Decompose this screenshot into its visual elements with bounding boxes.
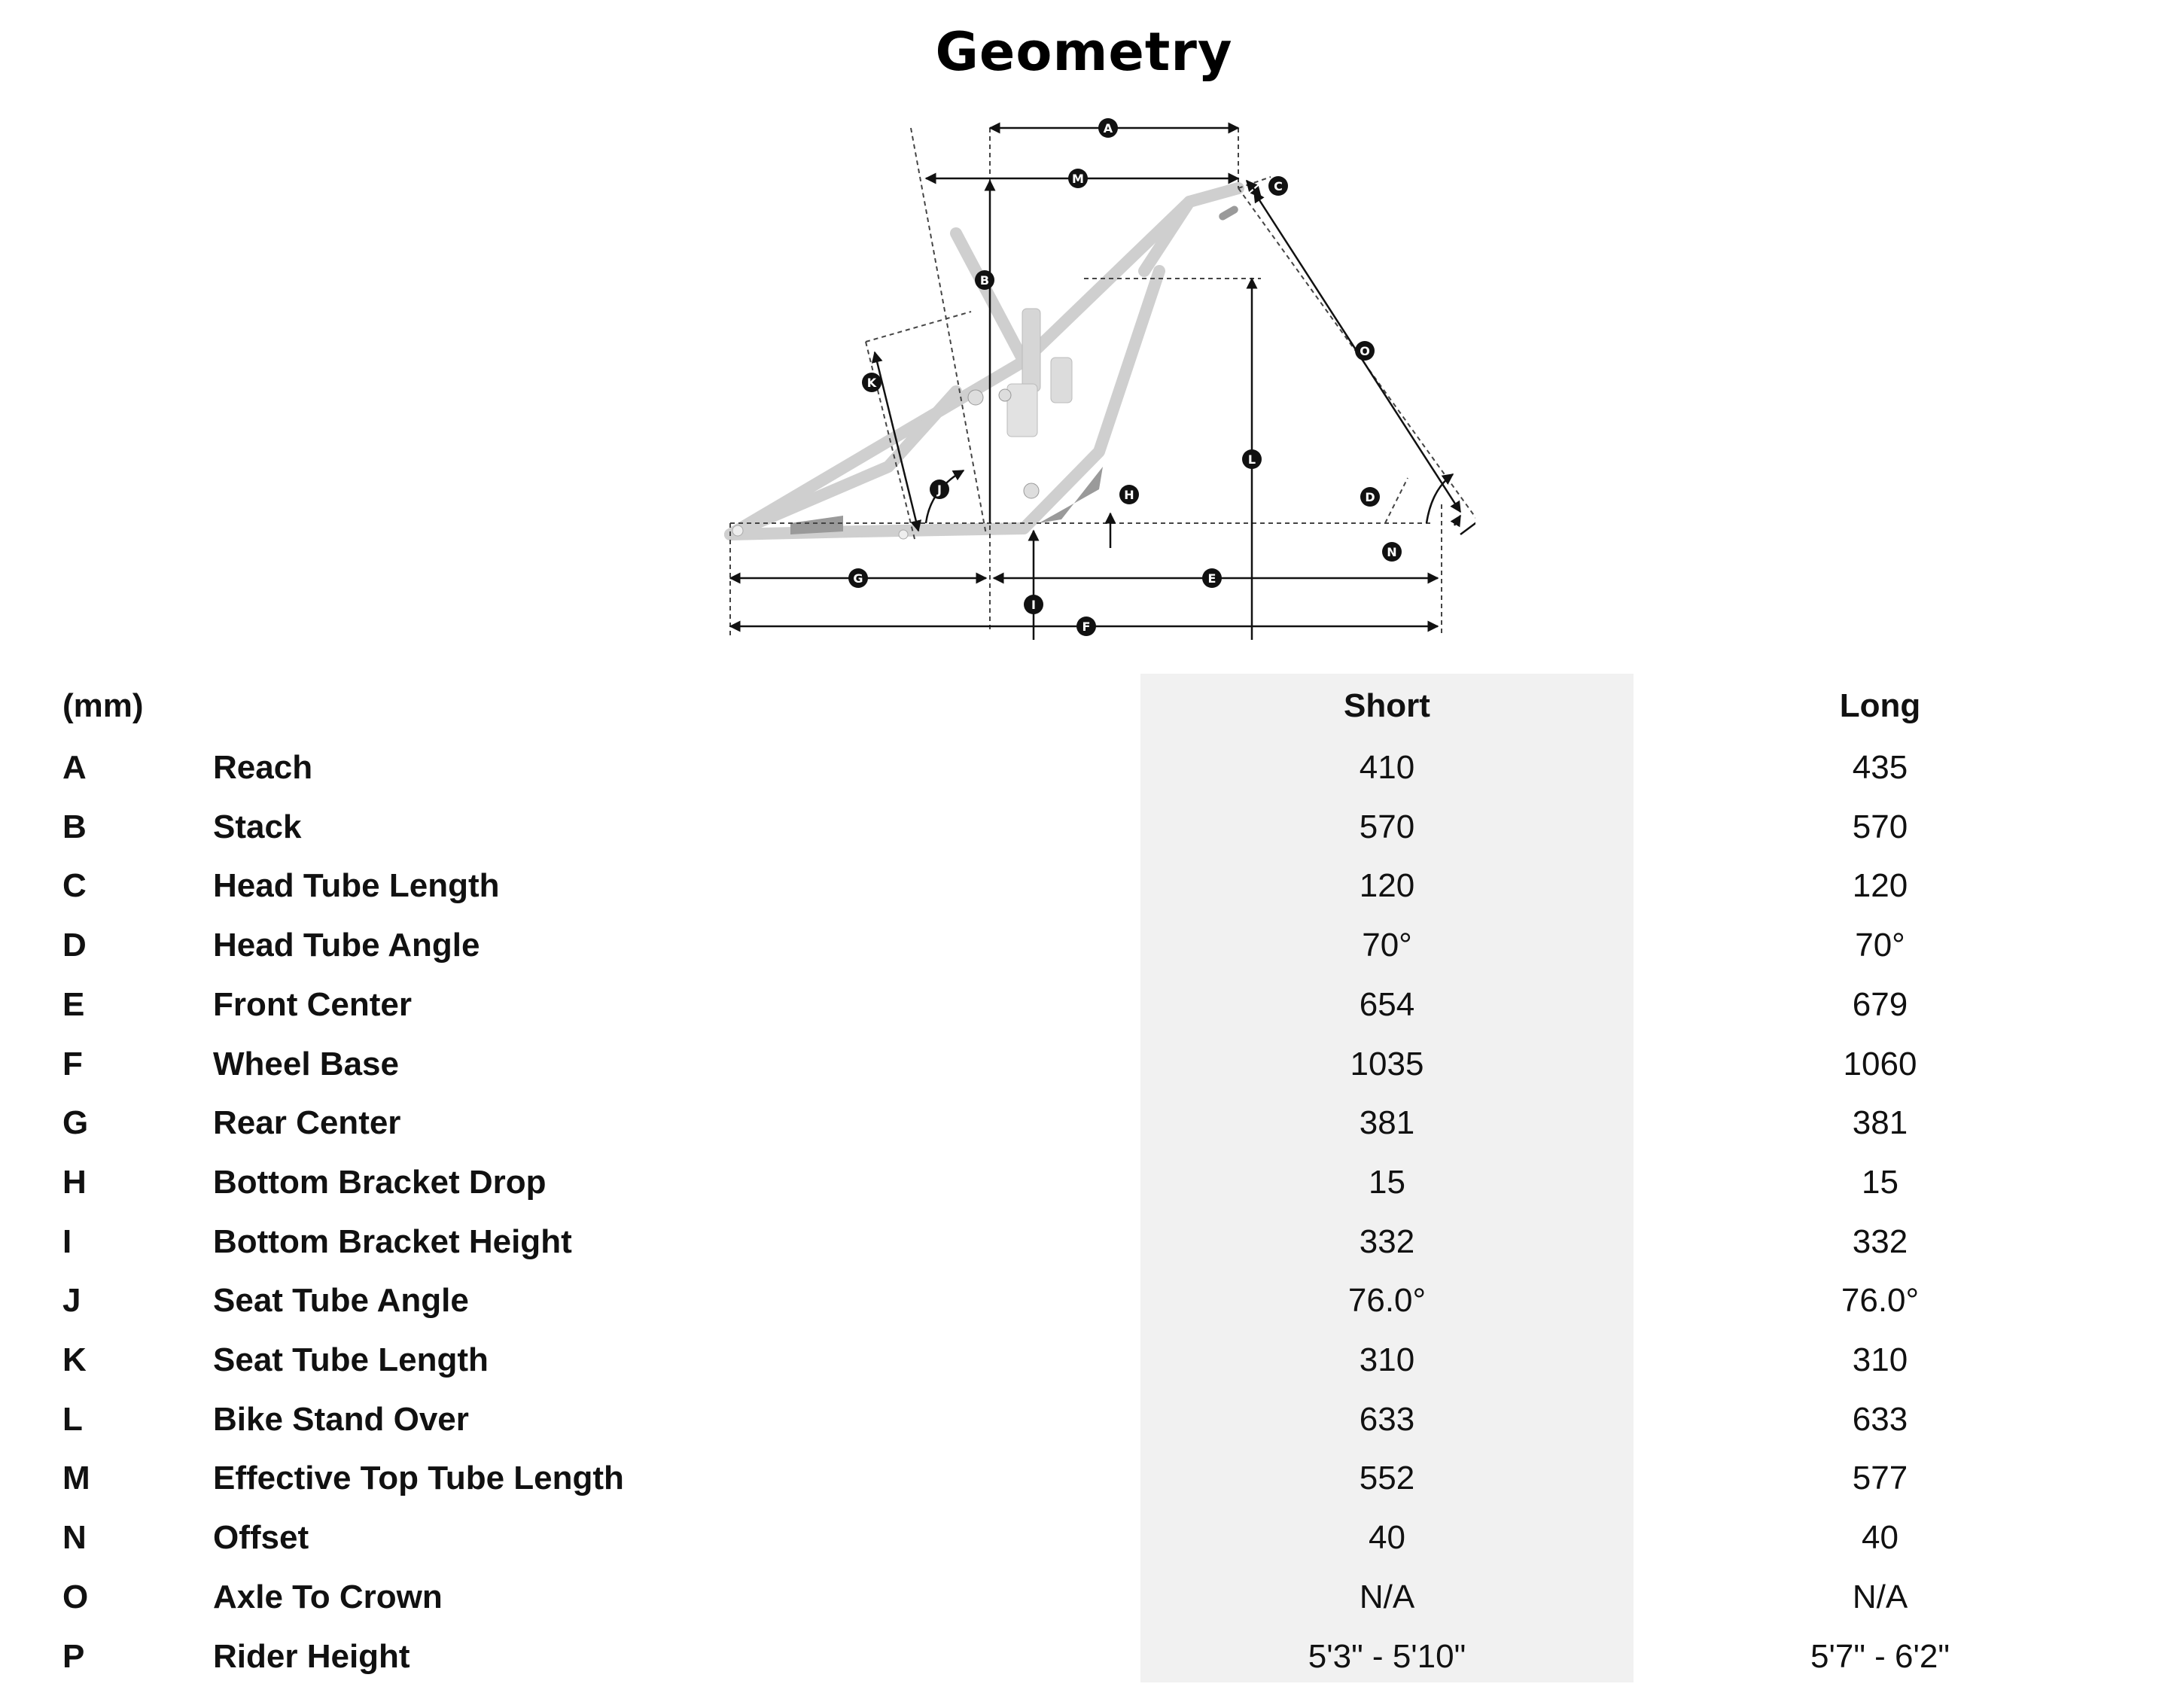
table-row — [0, 1212, 2168, 1271]
table-row — [0, 856, 2168, 915]
unit-label: (mm) — [62, 687, 144, 724]
row-value-short: 654 — [1359, 986, 1415, 1023]
row-value-short: 570 — [1359, 808, 1415, 845]
row-label: Seat Tube Length — [213, 1341, 489, 1378]
row-value-long: 40 — [1862, 1519, 1899, 1556]
row-value-long: 310 — [1852, 1341, 1908, 1378]
bike-frame — [730, 188, 1238, 534]
row-code: K — [62, 1341, 87, 1378]
row-code: B — [62, 808, 87, 845]
row-label: Bottom Bracket Height — [213, 1223, 572, 1260]
row-value-short: 76.0° — [1347, 1282, 1427, 1319]
row-value-long: 15 — [1862, 1164, 1899, 1201]
row-value-long: 570 — [1852, 808, 1908, 845]
row-value-short: N/A — [1359, 1579, 1415, 1615]
row-code: I — [62, 1223, 72, 1260]
row-value-long: 76.0° — [1841, 1282, 1920, 1319]
table-row — [0, 1567, 2168, 1627]
row-value-short: 5'3" - 5'10" — [1308, 1638, 1466, 1675]
row-code: F — [62, 1046, 83, 1082]
row-value-long: 381 — [1852, 1104, 1908, 1141]
table-header — [0, 676, 2168, 735]
marker-m — [1068, 169, 1088, 188]
row-label: Effective Top Tube Length — [213, 1460, 624, 1496]
svg-text:J: J — [937, 483, 942, 497]
row-value-long: 332 — [1852, 1223, 1908, 1260]
table-row — [0, 1034, 2168, 1094]
row-label: Reach — [213, 749, 313, 786]
row-value-long: 5'7" - 6'2" — [1810, 1638, 1950, 1675]
table-row — [0, 1627, 2168, 1686]
row-label: Rear Center — [213, 1104, 401, 1141]
svg-text:N: N — [1387, 545, 1397, 559]
column-header-long: Long — [1839, 687, 1921, 724]
marker-h — [1119, 485, 1139, 504]
row-label: Front Center — [213, 986, 412, 1023]
svg-text:L: L — [1247, 452, 1256, 467]
row-code: P — [62, 1638, 85, 1675]
row-value-long: N/A — [1852, 1579, 1908, 1615]
row-value-short: 633 — [1359, 1401, 1415, 1438]
svg-text:M: M — [1072, 172, 1084, 186]
row-value-short: 70° — [1362, 927, 1412, 964]
page-title: Geometry — [935, 21, 1233, 83]
row-code: O — [62, 1579, 89, 1615]
svg-text:G: G — [853, 571, 863, 586]
row-code: C — [62, 867, 87, 904]
row-label: Wheel Base — [213, 1046, 399, 1082]
svg-text:A: A — [1103, 121, 1113, 135]
svg-text:E: E — [1207, 571, 1216, 586]
row-value-long: 1060 — [1843, 1046, 1917, 1082]
marker-j — [930, 480, 949, 499]
row-value-short: 120 — [1359, 867, 1415, 904]
row-label: Seat Tube Angle — [213, 1282, 469, 1319]
row-label: Stack — [213, 808, 302, 845]
row-label: Offset — [213, 1519, 309, 1556]
row-value-short: 552 — [1359, 1460, 1415, 1496]
row-value-short: 40 — [1369, 1519, 1405, 1556]
row-value-short: 310 — [1359, 1341, 1415, 1378]
svg-text:I: I — [1031, 598, 1036, 612]
row-label: Axle To Crown — [213, 1579, 443, 1615]
marker-b — [975, 270, 994, 290]
row-code: M — [62, 1460, 90, 1496]
row-value-short: 410 — [1359, 749, 1415, 786]
row-label: Bottom Bracket Drop — [213, 1164, 547, 1201]
marker-c — [1268, 176, 1288, 196]
table-row — [0, 915, 2168, 975]
row-code: H — [62, 1164, 87, 1201]
svg-text:C: C — [1274, 179, 1283, 193]
dimension-lines — [730, 128, 1475, 640]
marker-e — [1202, 568, 1222, 588]
table-row — [0, 1093, 2168, 1152]
row-code: N — [62, 1519, 87, 1556]
table-row — [0, 1390, 2168, 1449]
row-code: A — [62, 749, 87, 786]
svg-text:B: B — [979, 273, 990, 288]
marker-i — [1024, 595, 1043, 614]
marker-l — [1242, 449, 1262, 469]
table-row — [0, 1448, 2168, 1508]
svg-text:H: H — [1124, 488, 1134, 502]
svg-text:D: D — [1365, 490, 1375, 504]
row-value-long: 577 — [1852, 1460, 1908, 1496]
row-code: L — [62, 1401, 83, 1438]
row-label: Head Tube Length — [213, 867, 500, 904]
row-value-short: 1035 — [1350, 1046, 1424, 1082]
row-value-long: 679 — [1852, 986, 1908, 1023]
table-row — [0, 1330, 2168, 1390]
marker-g — [848, 568, 868, 588]
table-row — [0, 1508, 2168, 1567]
table-row — [0, 1271, 2168, 1330]
table-row — [0, 1152, 2168, 1212]
svg-text:F: F — [1082, 620, 1091, 634]
marker-a — [1098, 118, 1118, 138]
row-value-long: 633 — [1852, 1401, 1908, 1438]
marker-k — [862, 373, 882, 392]
row-label: Head Tube Angle — [213, 927, 480, 964]
row-value-short: 15 — [1369, 1164, 1405, 1201]
geometry-diagram — [708, 113, 1475, 655]
row-value-long: 70° — [1855, 927, 1905, 964]
row-value-long: 435 — [1852, 749, 1908, 786]
marker-n — [1382, 542, 1402, 562]
table-row — [0, 797, 2168, 857]
row-value-short: 381 — [1359, 1104, 1415, 1141]
row-code: D — [62, 927, 87, 964]
svg-text:O: O — [1360, 344, 1370, 358]
svg-text:K: K — [866, 376, 877, 390]
table-row — [0, 975, 2168, 1034]
column-header-short: Short — [1344, 687, 1430, 724]
row-label: Rider Height — [213, 1638, 410, 1675]
marker-d — [1360, 487, 1380, 507]
row-code: G — [62, 1104, 89, 1141]
row-value-long: 120 — [1852, 867, 1908, 904]
reference-lines — [730, 128, 1475, 636]
row-code: J — [62, 1282, 81, 1319]
table-row — [0, 738, 2168, 797]
marker-f — [1076, 617, 1096, 636]
row-value-short: 332 — [1359, 1223, 1415, 1260]
row-code: E — [62, 986, 85, 1023]
row-label: Bike Stand Over — [213, 1401, 469, 1438]
marker-o — [1355, 341, 1375, 361]
